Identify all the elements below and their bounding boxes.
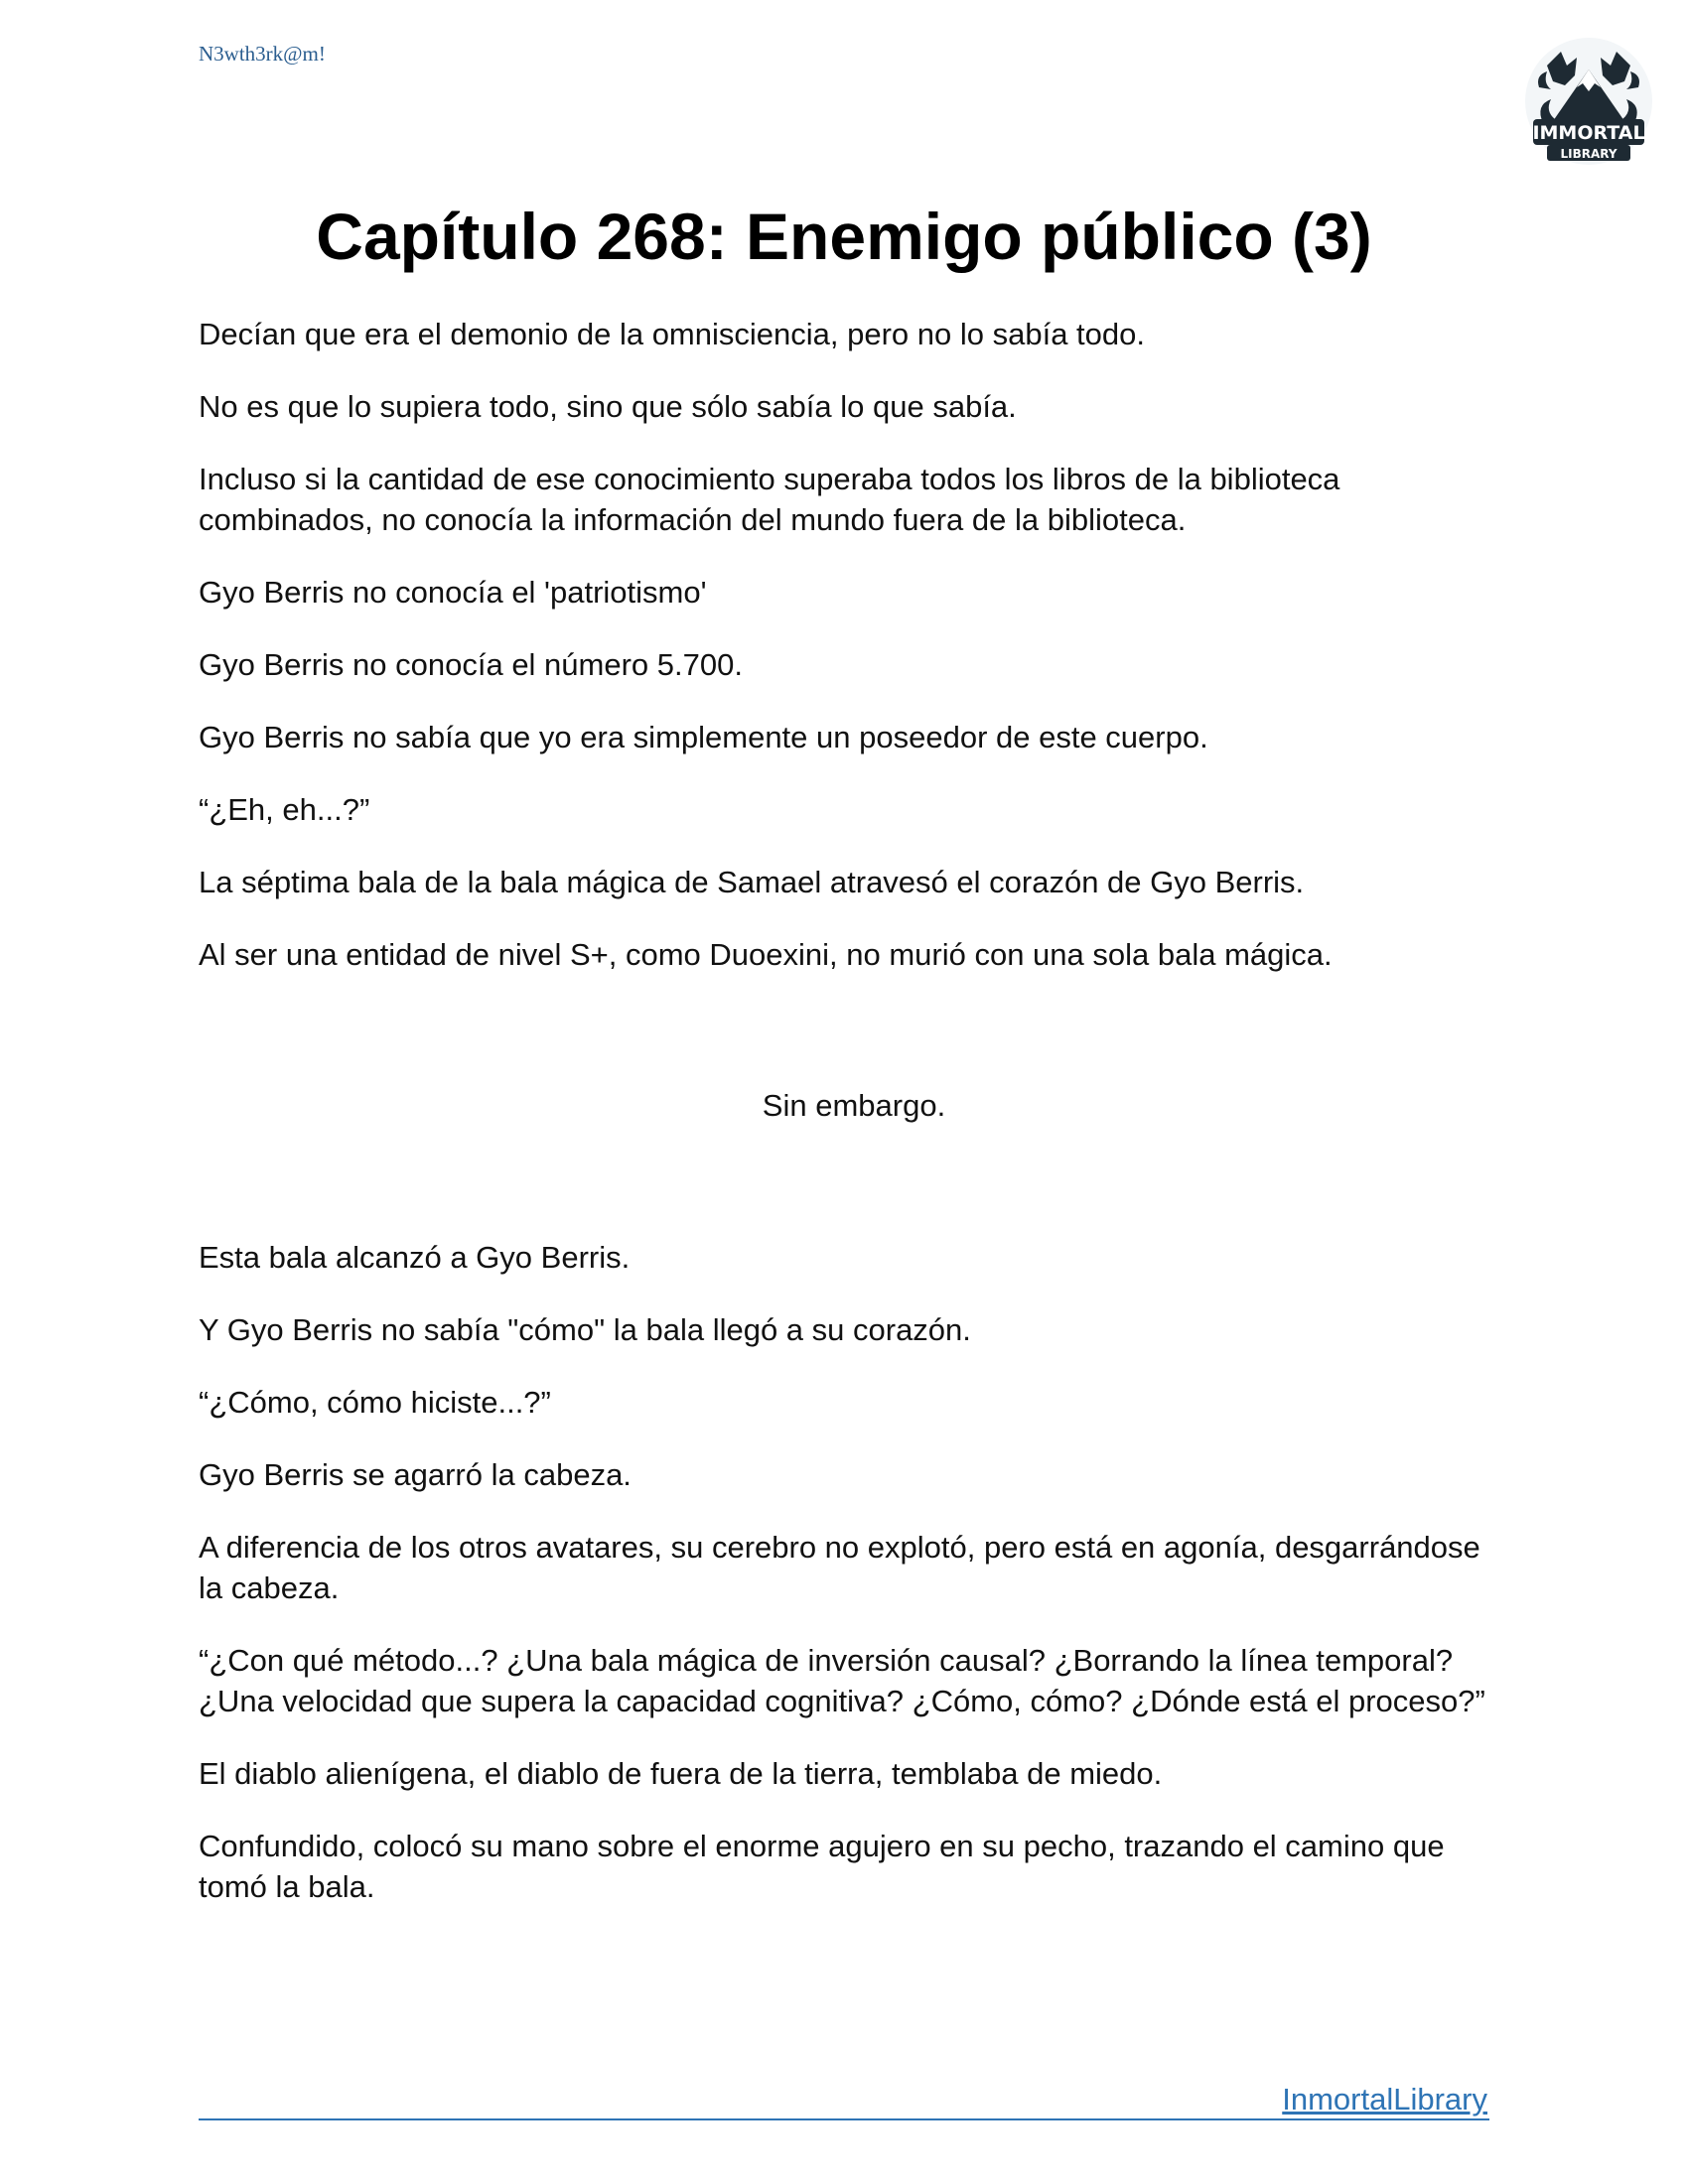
paragraph: “¿Cómo, cómo hiciste...?” bbox=[199, 1385, 551, 1420]
chapter-title: Capítulo 268: Enemigo público (3) bbox=[316, 200, 1372, 273]
centered-paragraph: Sin embargo. bbox=[762, 1088, 946, 1123]
chapter-body bbox=[199, 314, 1509, 1939]
paragraph: “¿Con qué método...? ¿Una bala mágica de inversión causal? ¿Borrando la línea temporal? ¿Una velocidad que supera la capacidad cognitiva? ¿Cómo, cómo? ¿Dónde está el proceso?” bbox=[199, 1643, 1485, 1718]
paragraph: Gyo Berris no sabía que yo era simplemente un poseedor de este cuerpo. bbox=[199, 720, 1208, 754]
logo-line1: IMMORTAL bbox=[1532, 122, 1645, 144]
paragraph: No es que lo supiera todo, sino que sólo sabía lo que sabía. bbox=[199, 389, 1017, 424]
paragraph: Gyo Berris no conocía el 'patriotismo' bbox=[199, 575, 707, 610]
paragraph: Incluso si la cantidad de ese conocimiento superaba todos los libros de la biblioteca combinados, no conocía la información del mundo fuera de la biblioteca. bbox=[199, 462, 1340, 537]
logo-emblem-icon bbox=[1517, 36, 1660, 167]
paragraph: El diablo alienígena, el diablo de fuera de la tierra, temblaba de miedo. bbox=[199, 1756, 1163, 1791]
footer-divider bbox=[199, 2118, 1489, 2120]
paragraph: Y Gyo Berris no sabía "cómo" la bala llegó a su corazón. bbox=[199, 1312, 971, 1347]
paragraph: Gyo Berris se agarró la cabeza. bbox=[199, 1457, 632, 1492]
watermark-text: N3wth3rk@m! bbox=[199, 42, 326, 66]
paragraph: A diferencia de los otros avatares, su cerebro no explotó, pero está en agonía, desgarrándose la cabeza. bbox=[199, 1530, 1480, 1605]
footer-link[interactable]: InmortalLibrary bbox=[1282, 2082, 1487, 2116]
immortal-library-logo bbox=[1517, 36, 1660, 167]
paragraph: Al ser una entidad de nivel S+, como Duoexini, no murió con una sola bala mágica. bbox=[199, 937, 1333, 972]
paragraph: La séptima bala de la bala mágica de Samael atravesó el corazón de Gyo Berris. bbox=[199, 865, 1305, 899]
paragraph: Gyo Berris no conocía el número 5.700. bbox=[199, 647, 743, 682]
paragraph: “¿Eh, eh...?” bbox=[199, 792, 370, 827]
paragraph: Confundido, colocó su mano sobre el enorme agujero en su pecho, trazando el camino que tomó la bala. bbox=[199, 1829, 1445, 1904]
paragraph: Decían que era el demonio de la omnisciencia, pero no lo sabía todo. bbox=[199, 317, 1145, 351]
paragraph: Esta bala alcanzó a Gyo Berris. bbox=[199, 1240, 631, 1275]
logo-line2: LIBRARY bbox=[1560, 147, 1618, 161]
